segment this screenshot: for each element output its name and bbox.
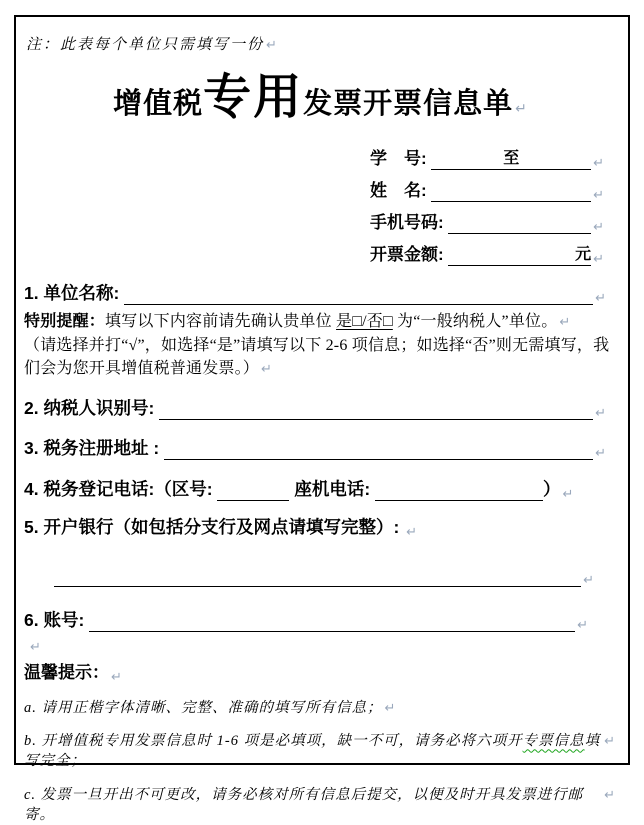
tax-address-field[interactable]	[164, 439, 593, 460]
amount-row	[370, 234, 604, 266]
tip-b-spellcheck-squiggle: 专票信息	[522, 732, 585, 749]
paragraph-mark-icon: ↵	[384, 700, 397, 716]
landline-label: 座机电话:	[289, 478, 376, 499]
special-reminder	[24, 310, 616, 381]
section-account	[24, 605, 588, 632]
section-taxpayer-id	[24, 393, 606, 420]
phone-label: 手机号码:	[370, 213, 449, 232]
header-fields	[370, 138, 604, 266]
paragraph-mark-icon: ↵	[593, 220, 604, 235]
phone-field[interactable]	[448, 212, 591, 234]
section-tax-phone	[24, 474, 606, 501]
paragraph-mark-icon: ↵	[111, 669, 122, 685]
area-code-field[interactable]	[217, 480, 289, 501]
student-id-row	[370, 138, 604, 170]
amount-field[interactable]: 元	[448, 244, 591, 266]
tip-item-b	[24, 731, 616, 771]
paragraph-mark-icon: ↵	[593, 156, 604, 171]
paragraph-mark-icon: ↵	[515, 101, 527, 117]
paragraph-mark-icon: ↵	[595, 405, 606, 421]
paragraph-mark-icon: ↵	[604, 787, 616, 803]
account-field[interactable]	[89, 611, 575, 632]
tax-phone-close-paren: ）	[543, 478, 561, 499]
top-note-text: 注：此表每个单位只需填写一份	[26, 37, 265, 53]
section-tax-address	[24, 433, 606, 460]
section-company-name	[24, 278, 606, 305]
tip-c-text: c. 发票一旦开出不可更改，请务必核对所有信息后提交，以便及时开具发票进行邮寄。	[24, 786, 584, 823]
paragraph-mark-icon: ↵	[261, 362, 273, 377]
bank-label: 5. 开户银行（如包括分支行及网点请填写完整）:	[24, 516, 405, 537]
paragraph-mark-icon: ↵	[562, 486, 574, 502]
document-title	[24, 66, 616, 132]
phone-row	[370, 202, 604, 234]
paragraph-mark-icon: ↵	[604, 733, 616, 749]
name-label: 姓 名:	[370, 181, 432, 200]
tip-item-a	[24, 698, 616, 718]
tip-b-before: b. 开增值税专用发票信息时 1-6 项是必填项，缺一不可，请务必将六项开	[24, 732, 523, 749]
page-border	[14, 15, 630, 823]
tip-b-text	[24, 731, 602, 771]
paragraph-mark-icon: ↵	[595, 291, 606, 306]
section-bank	[24, 513, 616, 539]
taxpayer-id-label: 2. 纳税人识别号:	[24, 397, 160, 418]
tip-a-text: a. 请用正楷字体清晰、完整、准确的填写所有信息；	[24, 699, 383, 716]
paragraph-mark-icon: ↵	[559, 315, 571, 330]
name-field[interactable]	[431, 180, 591, 202]
reminder-lead: 特别提醒：	[24, 313, 106, 330]
tip-item-c	[24, 785, 616, 825]
paragraph-mark-icon: ↵	[595, 445, 606, 461]
amount-label: 开票金额:	[370, 245, 449, 264]
taxpayer-status-checkboxes[interactable]: 是□/否□	[336, 313, 393, 330]
name-row	[370, 170, 604, 202]
paragraph-mark-icon: ↵	[583, 572, 594, 588]
empty-paragraph	[24, 638, 616, 656]
paragraph-mark-icon: ↵	[406, 524, 418, 540]
student-id-field[interactable]: 至	[431, 148, 591, 170]
tip-b-after: 填写完全；	[24, 732, 601, 769]
company-name-label: 1. 单位名称:	[24, 283, 125, 303]
landline-field[interactable]	[375, 480, 543, 501]
bank-field[interactable]	[54, 566, 581, 587]
reminder-text-before: 填写以下内容前请先确认贵单位	[105, 313, 337, 330]
reminder-paren-note: （请选择并打“√”，如选择“是”请填写以下 2-6 项信息；如选择“否”则无需填写，我们会为您开具增值税普通发票。）	[24, 336, 610, 377]
company-name-field[interactable]	[124, 284, 593, 305]
paragraph-mark-icon: ↵	[30, 639, 41, 655]
paragraph-mark-icon: ↵	[593, 188, 604, 203]
tax-phone-label: 4. 税务登记电话:（区号:	[24, 478, 218, 499]
account-label: 6. 账号:	[24, 609, 90, 630]
bank-field-row	[54, 567, 594, 587]
student-id-label: 学 号:	[370, 149, 432, 168]
taxpayer-id-field[interactable]	[159, 399, 593, 420]
title-emphasis: 专用	[203, 71, 304, 124]
tips-title: 温馨提示：	[24, 662, 109, 682]
reminder-text-after: 为“一般纳税人”单位。	[392, 313, 558, 330]
title-suffix: 发票开票信息单	[303, 88, 514, 120]
paragraph-mark-icon: ↵	[593, 252, 604, 267]
title-prefix: 增值税	[113, 88, 204, 120]
tips-title-row	[24, 658, 616, 684]
top-note	[26, 33, 616, 54]
tax-address-label: 3. 税务注册地址 :	[24, 437, 165, 458]
paragraph-mark-icon: ↵	[266, 38, 279, 53]
paragraph-mark-icon: ↵	[577, 617, 588, 633]
